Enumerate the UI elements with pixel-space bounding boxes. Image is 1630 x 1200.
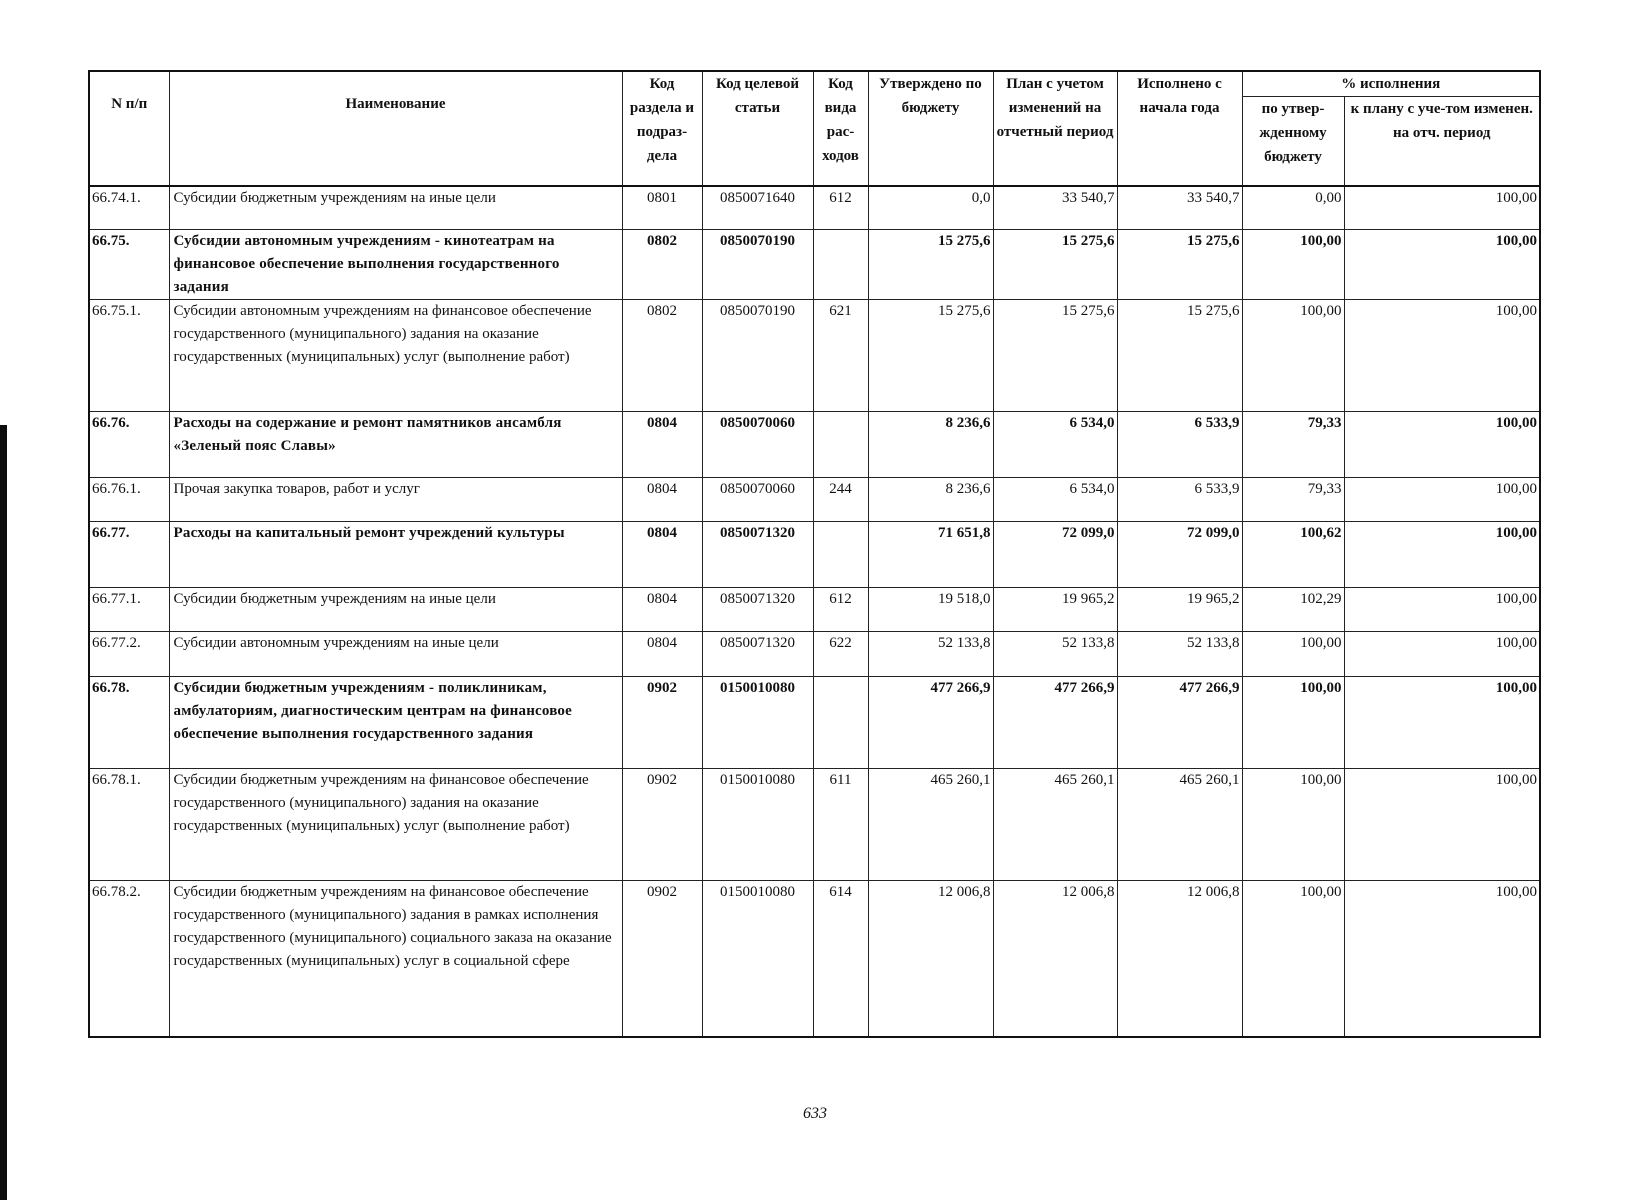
row-expense-code: 614	[813, 880, 868, 1037]
table-row	[89, 631, 1540, 676]
row-target-code: 0850071640	[702, 186, 813, 229]
row-plan: 465 260,1	[993, 768, 1117, 880]
row-number: 66.74.1.	[89, 186, 169, 229]
row-pct-plan: 100,00	[1344, 587, 1540, 631]
row-name: Субсидии бюджетным учреждениям на финансовое обеспечение государственного (муниципального) задания на оказание государственных (муниципальных) услуг (выполнение работ)	[169, 768, 622, 880]
header-approved: Утверждено по бюджету	[868, 71, 993, 186]
row-pct-plan: 100,00	[1344, 521, 1540, 587]
row-plan: 477 266,9	[993, 676, 1117, 768]
table-row	[89, 477, 1540, 521]
row-number: 66.77.	[89, 521, 169, 587]
row-plan: 6 534,0	[993, 411, 1117, 477]
table-row	[89, 521, 1540, 587]
row-section-code: 0802	[622, 229, 702, 299]
row-section-code: 0804	[622, 521, 702, 587]
row-approved: 8 236,6	[868, 477, 993, 521]
row-target-code: 0850071320	[702, 587, 813, 631]
row-executed: 15 275,6	[1117, 299, 1242, 411]
row-pct-budget: 100,00	[1242, 880, 1344, 1037]
row-approved: 52 133,8	[868, 631, 993, 676]
header-target-code: Код целевой статьи	[702, 71, 813, 186]
row-section-code: 0902	[622, 768, 702, 880]
row-pct-plan: 100,00	[1344, 299, 1540, 411]
row-plan: 6 534,0	[993, 477, 1117, 521]
row-number: 66.76.	[89, 411, 169, 477]
row-name: Субсидии бюджетным учреждениям на финансовое обеспечение государственного (муниципального) задания в рамках исполнения государственного (муниципального) социального заказа на оказание государственных (муниципальных) услуг в социальной сфере	[169, 880, 622, 1037]
row-expense-code	[813, 411, 868, 477]
table-row	[89, 880, 1540, 1037]
row-approved: 0,0	[868, 186, 993, 229]
row-approved: 15 275,6	[868, 299, 993, 411]
row-plan: 72 099,0	[993, 521, 1117, 587]
header-executed: Исполнено с начала года	[1117, 71, 1242, 186]
row-name: Субсидии бюджетным учреждениям на иные цели	[169, 186, 622, 229]
row-plan: 15 275,6	[993, 299, 1117, 411]
row-plan: 33 540,7	[993, 186, 1117, 229]
row-section-code: 0804	[622, 477, 702, 521]
header-section-code: Код раздела и подраз-дела	[622, 71, 702, 186]
row-expense-code	[813, 676, 868, 768]
row-expense-code: 612	[813, 186, 868, 229]
row-number: 66.78.1.	[89, 768, 169, 880]
row-target-code: 0850071320	[702, 631, 813, 676]
row-expense-code: 611	[813, 768, 868, 880]
row-executed: 465 260,1	[1117, 768, 1242, 880]
row-pct-plan: 100,00	[1344, 631, 1540, 676]
header-pct-budget: по утвер-жденному бюджету	[1242, 97, 1344, 187]
row-approved: 15 275,6	[868, 229, 993, 299]
row-target-code: 0850070060	[702, 477, 813, 521]
budget-execution-table	[88, 70, 1541, 1038]
row-name: Прочая закупка товаров, работ и услуг	[169, 477, 622, 521]
row-pct-budget: 102,29	[1242, 587, 1344, 631]
row-name: Субсидии бюджетным учреждениям - поликлиникам, амбулаториям, диагностическим центрам на финансовое обеспечение выполнения государственного задания	[169, 676, 622, 768]
row-target-code: 0850070190	[702, 229, 813, 299]
row-pct-budget: 100,00	[1242, 631, 1344, 676]
row-expense-code	[813, 521, 868, 587]
row-plan: 19 965,2	[993, 587, 1117, 631]
row-section-code: 0804	[622, 587, 702, 631]
row-executed: 72 099,0	[1117, 521, 1242, 587]
row-section-code: 0804	[622, 631, 702, 676]
row-plan: 12 006,8	[993, 880, 1117, 1037]
row-pct-budget: 100,62	[1242, 521, 1344, 587]
table-row	[89, 186, 1540, 229]
row-approved: 8 236,6	[868, 411, 993, 477]
row-pct-plan: 100,00	[1344, 411, 1540, 477]
row-section-code: 0802	[622, 299, 702, 411]
row-executed: 6 533,9	[1117, 477, 1242, 521]
row-pct-budget: 79,33	[1242, 411, 1344, 477]
table-row	[89, 299, 1540, 411]
row-section-code: 0902	[622, 880, 702, 1037]
row-expense-code: 622	[813, 631, 868, 676]
scan-binding-edge	[0, 425, 7, 1200]
row-number: 66.75.	[89, 229, 169, 299]
header-plan: План с учетом изменений на отчетный период	[993, 71, 1117, 186]
row-target-code: 0850070190	[702, 299, 813, 411]
page-number: 633	[803, 1105, 827, 1122]
row-name: Расходы на содержание и ремонт памятников ансамбля «Зеленый пояс Славы»	[169, 411, 622, 477]
row-number: 66.77.1.	[89, 587, 169, 631]
row-number: 66.76.1.	[89, 477, 169, 521]
table-row	[89, 229, 1540, 299]
row-pct-plan: 100,00	[1344, 229, 1540, 299]
header-expense-code: Код вида рас-ходов	[813, 71, 868, 186]
row-pct-budget: 100,00	[1242, 229, 1344, 299]
row-plan: 52 133,8	[993, 631, 1117, 676]
header-name: Наименование	[169, 71, 622, 186]
row-target-code: 0850070060	[702, 411, 813, 477]
row-expense-code: 244	[813, 477, 868, 521]
row-pct-budget: 0,00	[1242, 186, 1344, 229]
row-approved: 465 260,1	[868, 768, 993, 880]
row-approved: 19 518,0	[868, 587, 993, 631]
row-name: Субсидии бюджетным учреждениям на иные цели	[169, 587, 622, 631]
row-pct-budget: 100,00	[1242, 676, 1344, 768]
row-number: 66.75.1.	[89, 299, 169, 411]
row-executed: 19 965,2	[1117, 587, 1242, 631]
header-pct-plan: к плану с уче-том изменен. на отч. период	[1344, 97, 1540, 187]
row-pct-plan: 100,00	[1344, 880, 1540, 1037]
row-pct-budget: 100,00	[1242, 768, 1344, 880]
row-pct-budget: 79,33	[1242, 477, 1344, 521]
row-section-code: 0902	[622, 676, 702, 768]
row-pct-plan: 100,00	[1344, 186, 1540, 229]
row-target-code: 0150010080	[702, 676, 813, 768]
row-executed: 15 275,6	[1117, 229, 1242, 299]
row-target-code: 0850071320	[702, 521, 813, 587]
row-section-code: 0801	[622, 186, 702, 229]
row-target-code: 0150010080	[702, 768, 813, 880]
row-target-code: 0150010080	[702, 880, 813, 1037]
row-executed: 12 006,8	[1117, 880, 1242, 1037]
row-approved: 477 266,9	[868, 676, 993, 768]
row-executed: 477 266,9	[1117, 676, 1242, 768]
header-pct-group: % исполнения	[1242, 71, 1540, 97]
row-section-code: 0804	[622, 411, 702, 477]
row-plan: 15 275,6	[993, 229, 1117, 299]
table-body	[89, 186, 1540, 1037]
row-approved: 12 006,8	[868, 880, 993, 1037]
table-row	[89, 676, 1540, 768]
row-name: Расходы на капитальный ремонт учреждений культуры	[169, 521, 622, 587]
table-header	[89, 71, 1540, 186]
row-name: Субсидии автономным учреждениям - кинотеатрам на финансовое обеспечение выполнения государственного задания	[169, 229, 622, 299]
header-num: N п/п	[89, 71, 169, 186]
row-expense-code: 612	[813, 587, 868, 631]
row-number: 66.78.2.	[89, 880, 169, 1037]
row-executed: 33 540,7	[1117, 186, 1242, 229]
row-number: 66.77.2.	[89, 631, 169, 676]
table-row	[89, 411, 1540, 477]
row-expense-code	[813, 229, 868, 299]
row-name: Субсидии автономным учреждениям на финансовое обеспечение государственного (муниципального) задания на оказание государственных (муниципальных) услуг (выполнение работ)	[169, 299, 622, 411]
table-row	[89, 587, 1540, 631]
row-expense-code: 621	[813, 299, 868, 411]
table-row	[89, 768, 1540, 880]
row-number: 66.78.	[89, 676, 169, 768]
row-approved: 71 651,8	[868, 521, 993, 587]
row-pct-budget: 100,00	[1242, 299, 1344, 411]
row-name: Субсидии автономным учреждениям на иные цели	[169, 631, 622, 676]
row-executed: 52 133,8	[1117, 631, 1242, 676]
row-pct-plan: 100,00	[1344, 477, 1540, 521]
row-pct-plan: 100,00	[1344, 768, 1540, 880]
row-executed: 6 533,9	[1117, 411, 1242, 477]
row-pct-plan: 100,00	[1344, 676, 1540, 768]
